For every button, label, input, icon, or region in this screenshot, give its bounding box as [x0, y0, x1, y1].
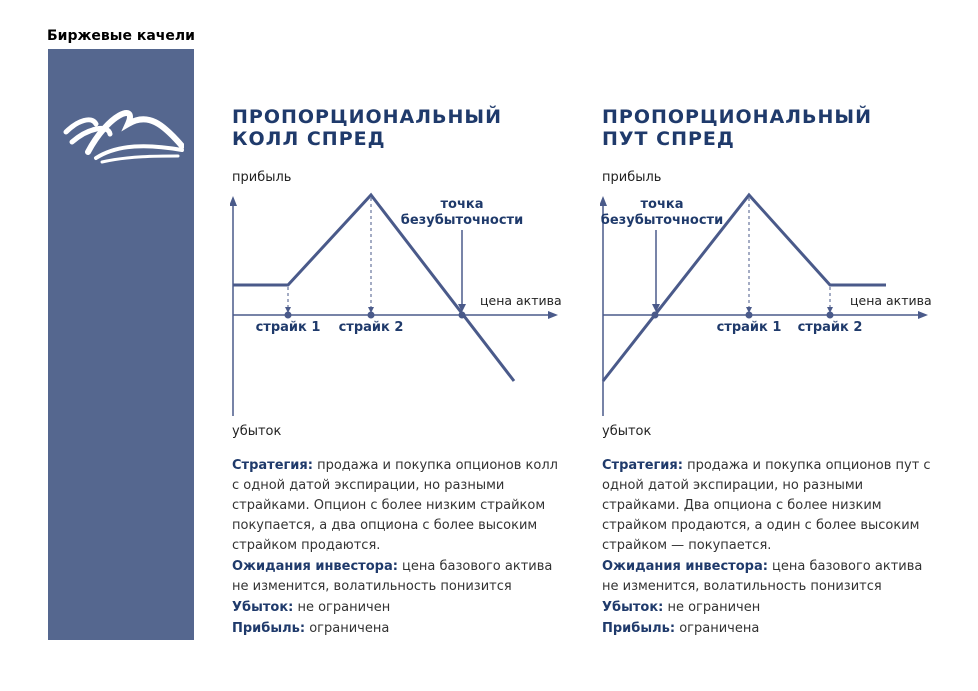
breakeven-label-line2: безубыточности	[600, 213, 724, 228]
strike2-label: страйк 2	[797, 320, 863, 335]
profit-axis-label: прибыль	[602, 170, 662, 185]
strike1-point	[746, 312, 752, 318]
price-axis-label: цена актива	[850, 293, 932, 308]
breakeven-label-line2: безубыточности	[400, 213, 524, 228]
call-spread-section	[230, 0, 590, 691]
put-spread-title: ПРОПОРЦИОНАЛЬНЫЙ ПУТ СПРЕД	[602, 106, 872, 150]
page-label: Биржевые качели	[47, 28, 195, 44]
call-spread-chart	[230, 190, 570, 420]
strike2-point	[827, 312, 833, 318]
wave-logo-icon	[58, 94, 184, 164]
breakeven-point	[459, 312, 465, 318]
breakeven-label-line1: точка	[640, 197, 684, 212]
strike2-label: страйк 2	[338, 320, 404, 335]
strike1-label: страйк 1	[716, 320, 782, 335]
put-spread-section	[600, 0, 960, 691]
strike2-point	[368, 312, 374, 318]
x-axis-arrow	[918, 311, 928, 319]
strike1-point	[285, 312, 291, 318]
call-spread-title: ПРОПОРЦИОНАЛЬНЫЙ КОЛЛ СПРЕД	[232, 106, 502, 150]
price-axis-label: цена актива	[480, 293, 562, 308]
put-spread-chart	[600, 190, 940, 420]
sidebar	[48, 49, 194, 640]
breakeven-point	[652, 312, 658, 318]
profit-axis-label: прибыль	[232, 170, 292, 185]
x-axis-arrow	[548, 311, 558, 319]
strike1-label: страйк 1	[255, 320, 321, 335]
loss-axis-label: убыток	[232, 424, 282, 439]
y-axis-arrow	[230, 196, 237, 206]
loss-axis-label: убыток	[602, 424, 652, 439]
call-spread-description: Стратегия: продажа и покупка опционов колл с одной датой экспирации, но разными страйками. Опцион с более низким страйком покупается, а два опциона с более высоким страйком продаются. Ожидания инвестора: цена базового актива не изменится, волатильность понизится Убыток: не ограничен Прибыль: ограничена	[232, 458, 558, 636]
y-axis-arrow	[600, 196, 607, 206]
breakeven-label-line1: точка	[440, 197, 484, 212]
put-spread-description: Стратегия: продажа и покупка опционов пут с одной датой экспирации, но разными страйками. Два опциона с более низким страйком продаются, а один с более высоким страйком — покупается. Ожидания инвестора: цена базового актива не изменится, волатильность понизится Убыток: не ограничен Прибыль: ограничена	[602, 458, 931, 636]
